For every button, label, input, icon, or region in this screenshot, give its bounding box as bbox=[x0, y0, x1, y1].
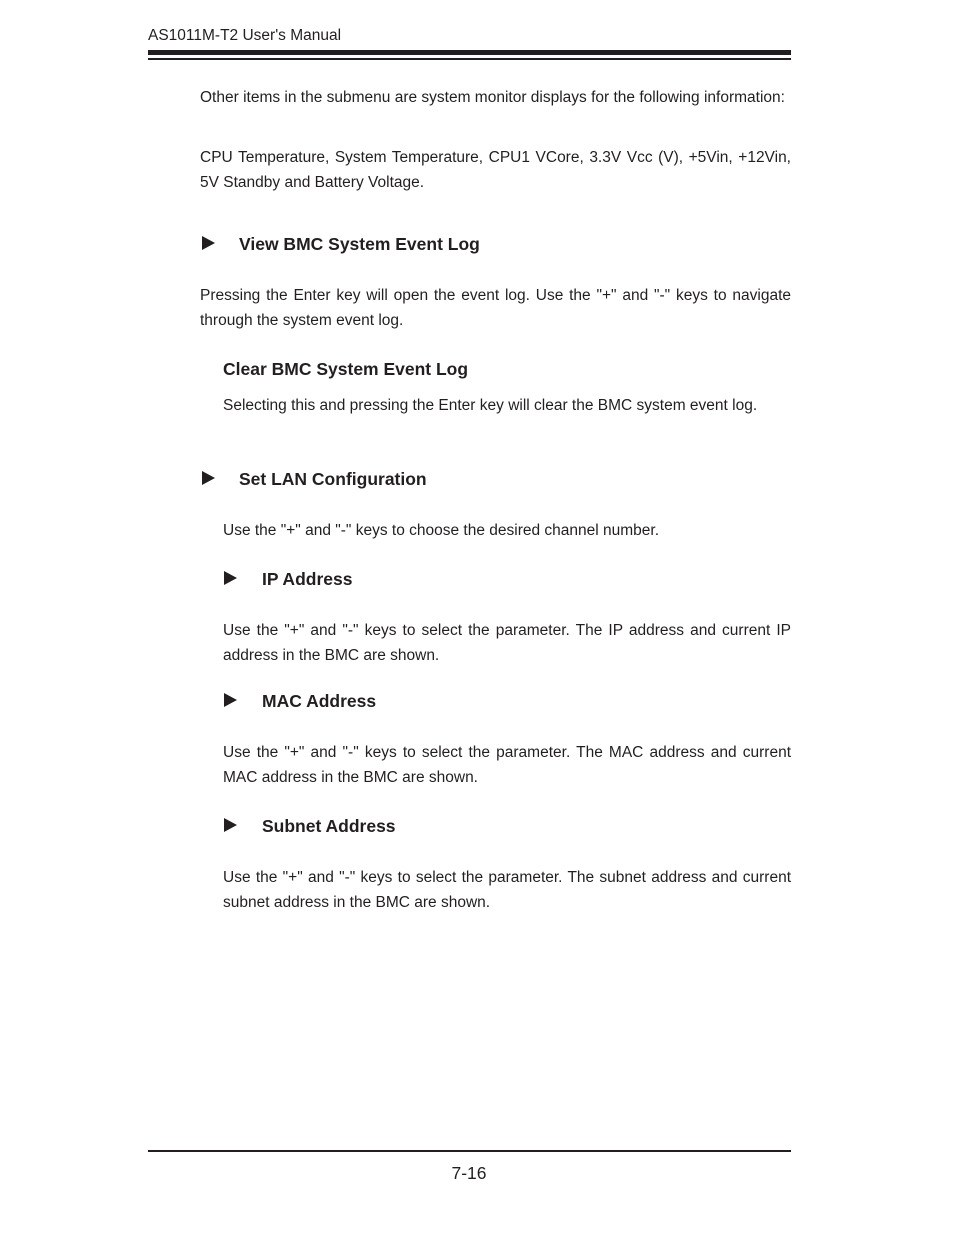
page-number: 7-16 bbox=[451, 1163, 487, 1183]
section-heading-view-bmc-event-log: View BMC System Event Log bbox=[239, 234, 480, 254]
right-triangle-arrow-icon bbox=[224, 693, 237, 707]
intro-paragraph-1: Other items in the submenu are system monitor displays for the following information: bbox=[200, 89, 785, 106]
section-body-ip-address: Use the "+" and "-" keys to select the parameter. The IP address and current IP address in the BMC are shown. bbox=[223, 622, 791, 664]
header-rule-thick bbox=[148, 50, 791, 55]
section-body-mac-address: Use the "+" and "-" keys to select the parameter. The MAC address and current MAC address in the BMC are shown. bbox=[223, 744, 791, 786]
section-body-subnet-address: Use the "+" and "-" keys to select the parameter. The subnet address and current subnet address in the BMC are shown. bbox=[223, 869, 791, 911]
header-rule-thin bbox=[148, 58, 791, 60]
footer-rule bbox=[148, 1150, 791, 1152]
section-body-clear-bmc-event-log: Selecting this and pressing the Enter key will clear the BMC system event log. bbox=[223, 397, 758, 414]
right-triangle-arrow-icon bbox=[202, 471, 215, 485]
section-heading-set-lan-configuration: Set LAN Configuration bbox=[239, 469, 427, 489]
intro-paragraph-2: CPU Temperature, System Temperature, CPU1 VCore, 3.3V Vcc (V), +5Vin, +12Vin, 5V Standby and Battery Voltage. bbox=[200, 149, 791, 191]
section-body-set-lan-configuration: Use the "+" and "-" keys to choose the desired channel number. bbox=[223, 522, 660, 539]
section-heading-mac-address: MAC Address bbox=[262, 691, 377, 711]
manual-title: AS1011M-T2 User's Manual bbox=[148, 27, 342, 44]
right-triangle-arrow-icon bbox=[224, 818, 237, 832]
section-body-view-bmc-event-log: Pressing the Enter key will open the event log. Use the "+" and "-" keys to navigate through the system event log. bbox=[200, 287, 791, 329]
section-heading-clear-bmc-event-log: Clear BMC System Event Log bbox=[223, 359, 469, 379]
section-heading-subnet-address: Subnet Address bbox=[262, 816, 396, 836]
right-triangle-arrow-icon bbox=[202, 236, 215, 250]
right-triangle-arrow-icon bbox=[224, 571, 237, 585]
section-heading-ip-address: IP Address bbox=[262, 569, 353, 589]
